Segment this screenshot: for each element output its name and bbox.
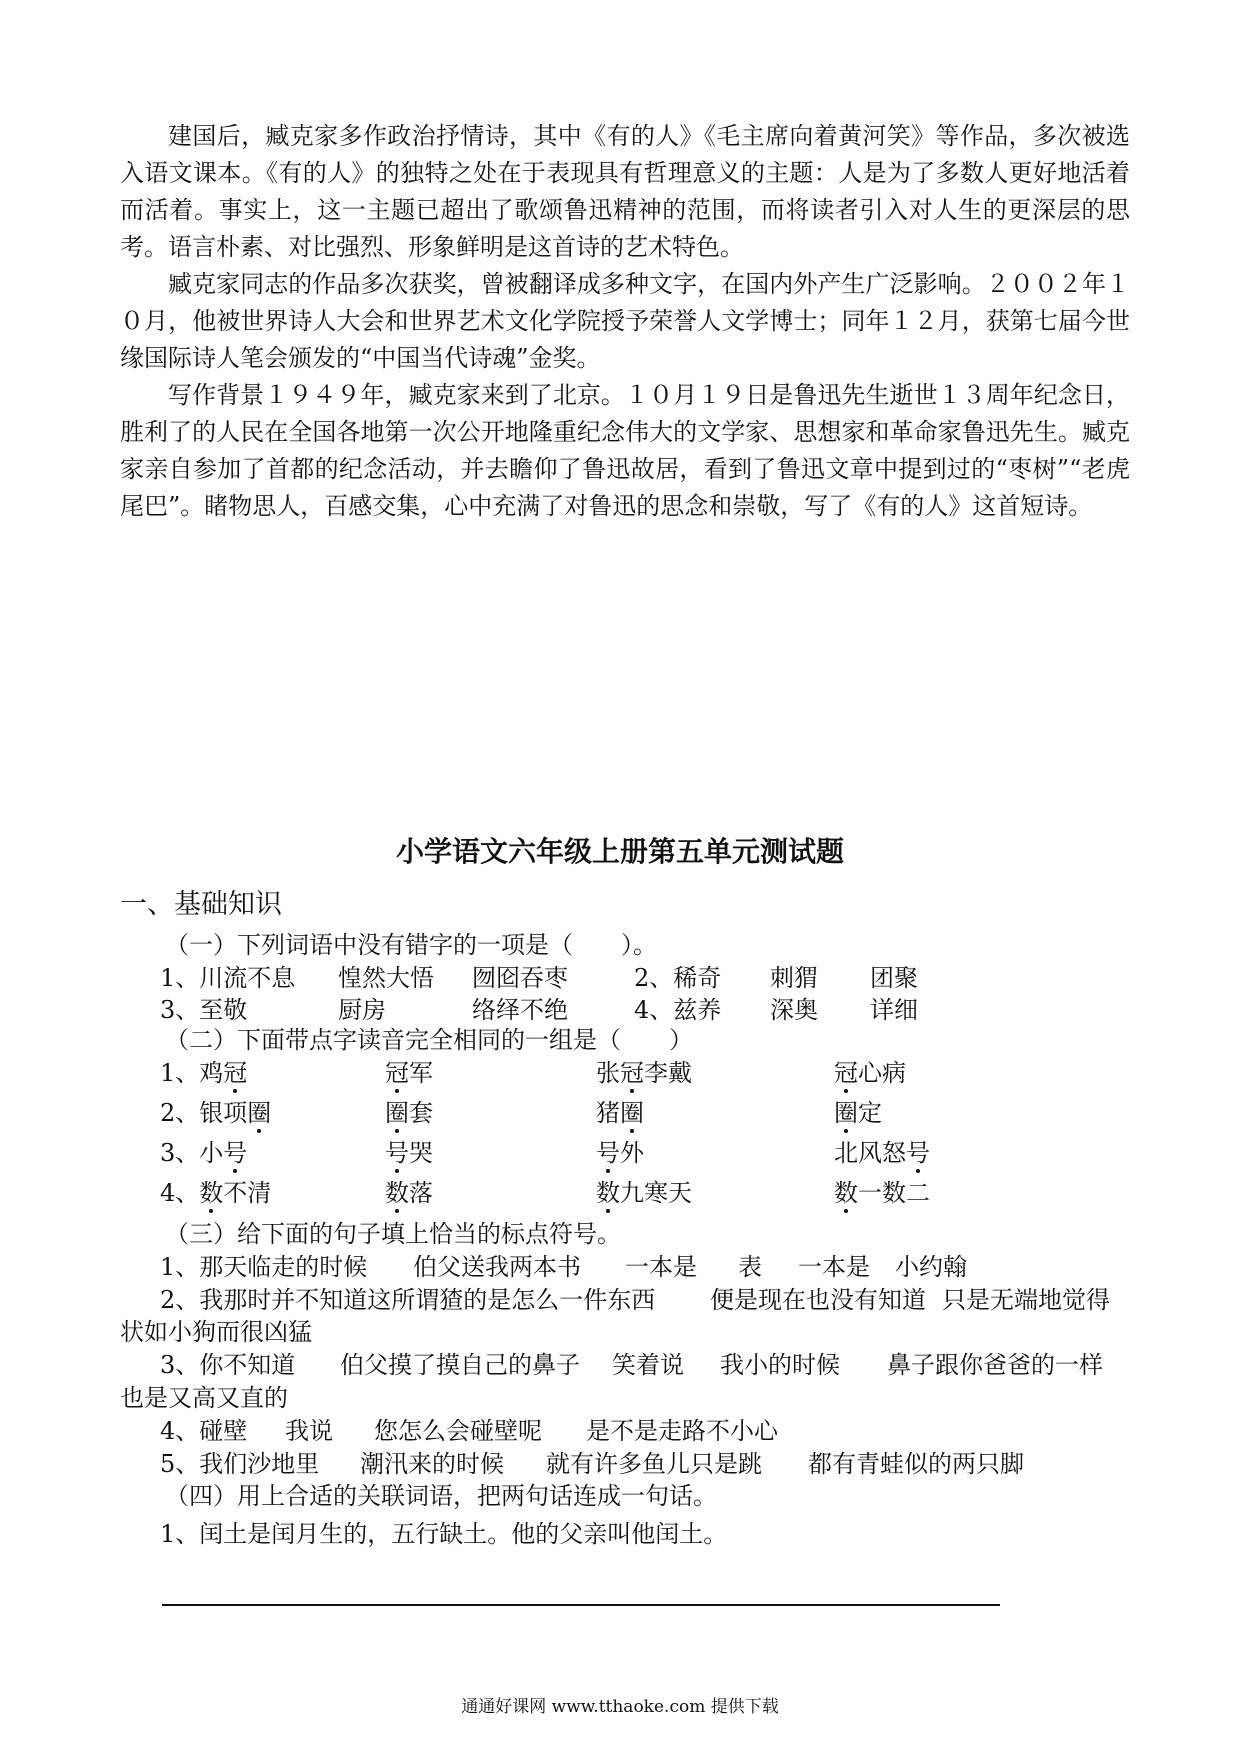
q1-word: 囫囵吞枣 xyxy=(472,964,568,992)
intro-text xyxy=(120,118,1130,525)
intro-paragraph-2: 臧克家同志的作品多次获奖，曾被翻译成多种文字，在国内外产生广泛影响。２００２年１０月，他被世界诗人大会和世界艺术文化学院授予荣誉人文学博士；同年１２月，获第七届今世缘国际诗人笔会颁发的“中国当代诗魂”金奖。 xyxy=(120,270,1130,372)
q3-sentence-3-part: 笑着说 xyxy=(612,1351,684,1379)
test-title: 小学语文六年级上册第五单元测试题 xyxy=(395,835,844,868)
q3-sentence-1-part: 伯父送我两本书 xyxy=(413,1253,581,1281)
q4-sentence-1: 1、闰土是闰月生的，五行缺土。他的父亲叫他闰土。 xyxy=(160,1520,728,1548)
q1-word: 详细 xyxy=(870,996,918,1024)
q3-sentence-4-part: 我说 xyxy=(285,1417,333,1445)
q3-sentence-3-cont: 也是又高又直的 xyxy=(120,1384,288,1412)
q1-word: 刺猬 xyxy=(770,964,818,992)
q3-sentence-2-cont: 状如小狗而很凶猛 xyxy=(120,1318,312,1346)
q3-sentence-3-part: 鼻子跟你爸爸的一样 xyxy=(887,1351,1103,1379)
q3-sentence-5-part: 就有许多鱼儿只是跳 xyxy=(546,1450,762,1478)
question-1-prompt: （一）下列词语中没有错字的一项是（ ）。 xyxy=(165,931,657,959)
q3-sentence-1-part: 小约翰 xyxy=(895,1253,967,1281)
q2-word: 号外 xyxy=(596,1139,644,1167)
question-2-prompt: （二）下面带点字读音完全相同的一组是（ ） xyxy=(165,1026,693,1054)
q1-word: 惶然大悟 xyxy=(338,964,434,992)
footer-source: 通通好课网 www.tthaoke.com 提供下载 xyxy=(461,1697,779,1717)
q1-option-3: 3、至敬 xyxy=(160,996,248,1024)
q3-sentence-1-part: 一本是 xyxy=(625,1253,697,1281)
answer-line xyxy=(162,1604,1000,1606)
q3-sentence-1-part: 表 xyxy=(738,1253,762,1281)
q3-sentence-4-part: 您怎么会碰壁呢 xyxy=(374,1417,542,1445)
q1-option-1: 1、川流不息 xyxy=(160,964,296,992)
q2-word: 圈定 xyxy=(834,1099,882,1127)
question-4-prompt: （四）用上合适的关联词语，把两句话连成一句话。 xyxy=(165,1482,717,1510)
q1-option-2: 2、稀奇 xyxy=(634,964,722,992)
q2-word: 圈套 xyxy=(385,1099,433,1127)
q3-sentence-5: 5、我们沙地里 xyxy=(160,1450,320,1478)
question-3-prompt: （三）给下面的句子填上恰当的标点符号。 xyxy=(165,1220,621,1248)
intro-paragraph-3: 写作背景１９４９年，臧克家来到了北京。１０月１９日是鲁迅先生逝世１３周年纪念日，胜利了的人民在全国各地第一次公开地隆重纪念伟大的文学家、思想家和革命家鲁迅先生。臧克家亲自参加了首都的纪念活动，并去瞻仰了鲁迅故居，看到了鲁迅文章中提到过的“枣树”“老虎尾巴”。睹物思人，百感交集，心中充满了对鲁迅的思念和崇敬，写了《有的人》这首短诗。 xyxy=(120,381,1130,520)
q3-sentence-2: 2、我那时并不知道这所谓猹的是怎么一件东西 xyxy=(160,1286,656,1314)
q2-option-1: 1、鸡冠 xyxy=(160,1059,248,1087)
q3-sentence-3: 3、你不知道 xyxy=(160,1351,296,1379)
q1-word: 厨房 xyxy=(338,996,386,1024)
q3-sentence-2-part: 便是现在也没有知道 xyxy=(710,1286,926,1314)
q3-sentence-4-part: 是不是走路不小心 xyxy=(586,1417,778,1445)
q1-word: 络绎不绝 xyxy=(472,996,568,1024)
q3-sentence-1: 1、那天临走的时候 xyxy=(160,1253,368,1281)
q1-word: 深奥 xyxy=(770,996,818,1024)
q2-option-4: 4、数不清 xyxy=(160,1179,272,1207)
q3-sentence-5-part: 都有青蛙似的两只脚 xyxy=(808,1450,1024,1478)
q3-sentence-1-part: 一本是 xyxy=(798,1253,870,1281)
q3-sentence-3-part: 伯父摸了摸自己的鼻子 xyxy=(340,1351,580,1379)
q3-sentence-5-part: 潮汛来的时候 xyxy=(360,1450,504,1478)
q2-word: 张冠李戴 xyxy=(596,1059,692,1087)
q2-word: 北风怒号 xyxy=(834,1139,930,1167)
q2-word: 猪圈 xyxy=(596,1099,644,1127)
intro-paragraph-1: 建国后，臧克家多作政治抒情诗，其中《有的人》《毛主席向着黄河笑》等作品，多次被选入语文课本。《有的人》的独特之处在于表现具有哲理意义的主题：人是为了多数人更好地活着而活着。事实上，这一主题已超出了歌颂鲁迅精神的范围，而将读者引入对人生的更深层的思考。语言朴素、对比强烈、形象鲜明是这首诗的艺术特色。 xyxy=(120,122,1130,261)
q2-option-3: 3、小号 xyxy=(160,1139,248,1167)
q3-sentence-3-part: 我小的时候 xyxy=(720,1351,840,1379)
q2-word: 数九寒天 xyxy=(596,1179,692,1207)
q2-option-2: 2、银项圈 xyxy=(160,1099,272,1127)
q3-sentence-4: 4、碰壁 xyxy=(160,1417,248,1445)
q2-word: 冠心病 xyxy=(834,1059,906,1087)
q1-word: 团聚 xyxy=(870,964,918,992)
q1-option-4: 4、兹养 xyxy=(634,996,722,1024)
q2-word: 冠军 xyxy=(385,1059,433,1087)
q2-word: 数一数二 xyxy=(834,1179,930,1207)
q3-sentence-2-part: 只是无端地觉得 xyxy=(942,1286,1110,1314)
q2-word: 号哭 xyxy=(385,1139,433,1167)
section-heading-basics: 一、基础知识 xyxy=(120,889,282,920)
q2-word: 数落 xyxy=(385,1179,433,1207)
